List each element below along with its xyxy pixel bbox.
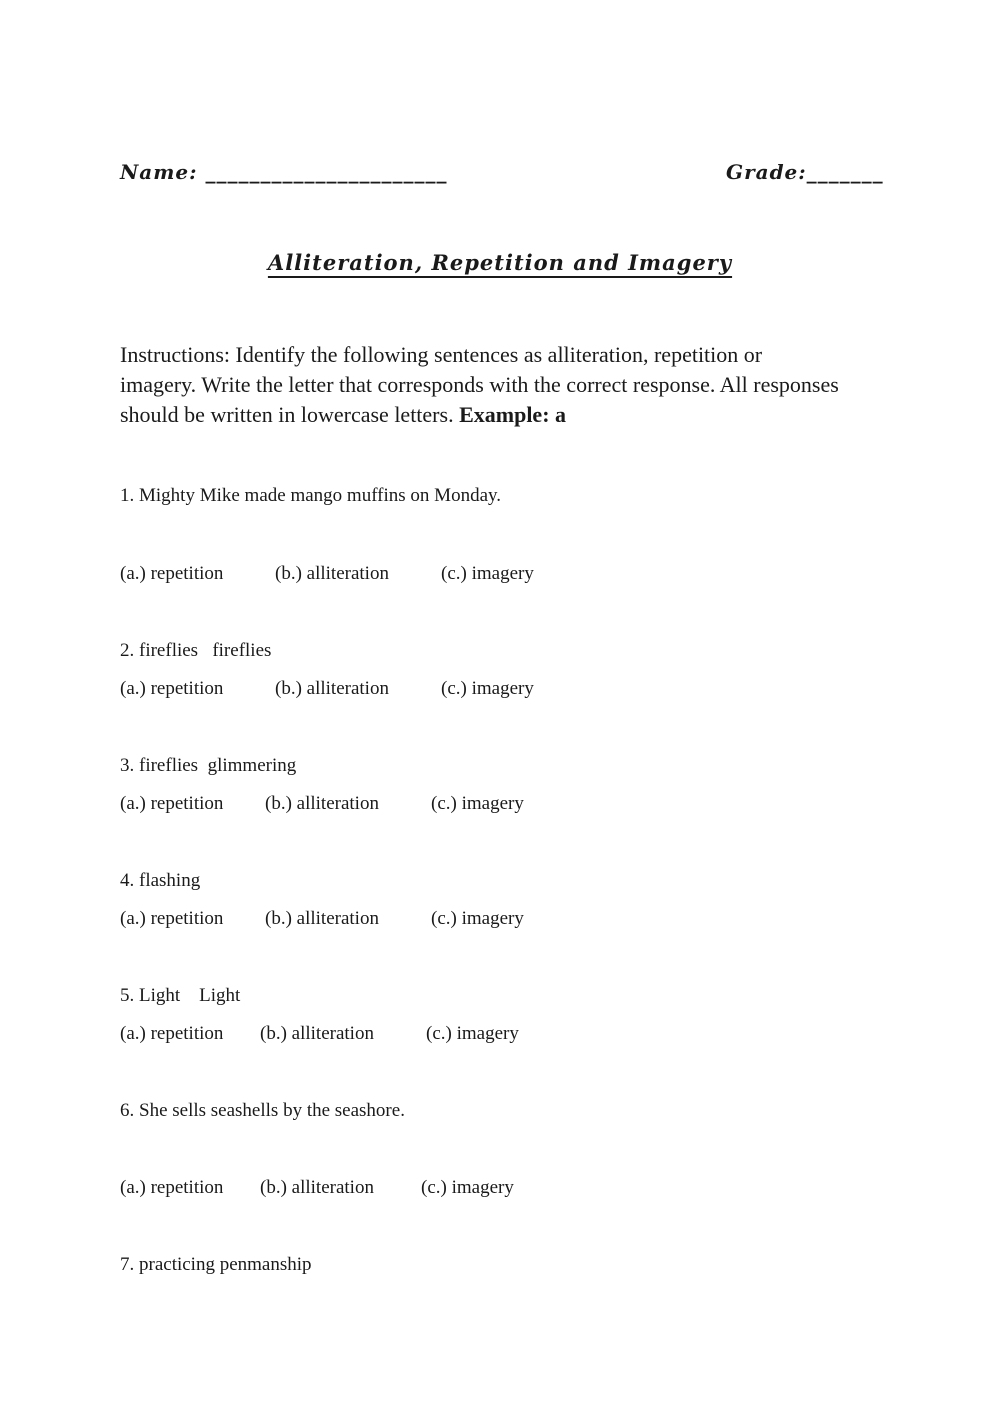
option-c[interactable]: (c.) imagery [431,908,524,929]
question-4: 4. flashing [120,870,201,891]
instructions-text: Instructions: Identify the following sentences as alliteration, repetition or imagery. Write the letter that corresponds with the correct response. All responses should be written in lowercase letters. [120,342,839,427]
option-a[interactable]: (a.) repetition [120,678,224,699]
question-1: 1. Mighty Mike made mango muffins on Monday. [120,485,502,506]
option-c[interactable]: (c.) imagery [426,1023,519,1044]
option-b[interactable]: (b.) alliteration [265,908,379,929]
grade-blank-line[interactable]: _______ [806,160,884,184]
option-b[interactable]: (b.) alliteration [265,793,379,814]
option-a[interactable]: (a.) repetition [120,1177,224,1198]
option-c[interactable]: (c.) imagery [441,563,534,584]
worksheet-title: Alliteration, Repetition and Imagery [267,250,733,275]
option-c[interactable]: (c.) imagery [441,678,534,699]
option-a[interactable]: (a.) repetition [120,908,224,929]
option-a[interactable]: (a.) repetition [120,793,224,814]
name-blank-line[interactable]: ______________________ [205,160,448,184]
option-a[interactable]: (a.) repetition [120,1023,224,1044]
question-7: 7. practicing penmanship [120,1254,312,1275]
question-6: 6. She sells seashells by the seashore. [120,1100,405,1121]
option-a[interactable]: (a.) repetition [120,563,224,584]
option-c[interactable]: (c.) imagery [421,1177,514,1198]
question-3: 3. fireflies glimmering [120,755,297,776]
instructions [120,340,840,430]
grade-label: Grade: [726,160,807,184]
grade-field[interactable] [726,160,884,184]
option-b[interactable]: (b.) alliteration [260,1177,374,1198]
option-c[interactable]: (c.) imagery [431,793,524,814]
instructions-example: Example: a [459,402,567,427]
option-b[interactable]: (b.) alliteration [275,563,389,584]
name-field[interactable] [120,160,447,184]
question-5: 5. Light Light [120,985,241,1006]
worksheet-title-row [0,250,1000,275]
question-2: 2. fireflies fireflies [120,640,272,661]
option-b[interactable]: (b.) alliteration [275,678,389,699]
name-label: Name: [120,160,206,184]
option-b[interactable]: (b.) alliteration [260,1023,374,1044]
